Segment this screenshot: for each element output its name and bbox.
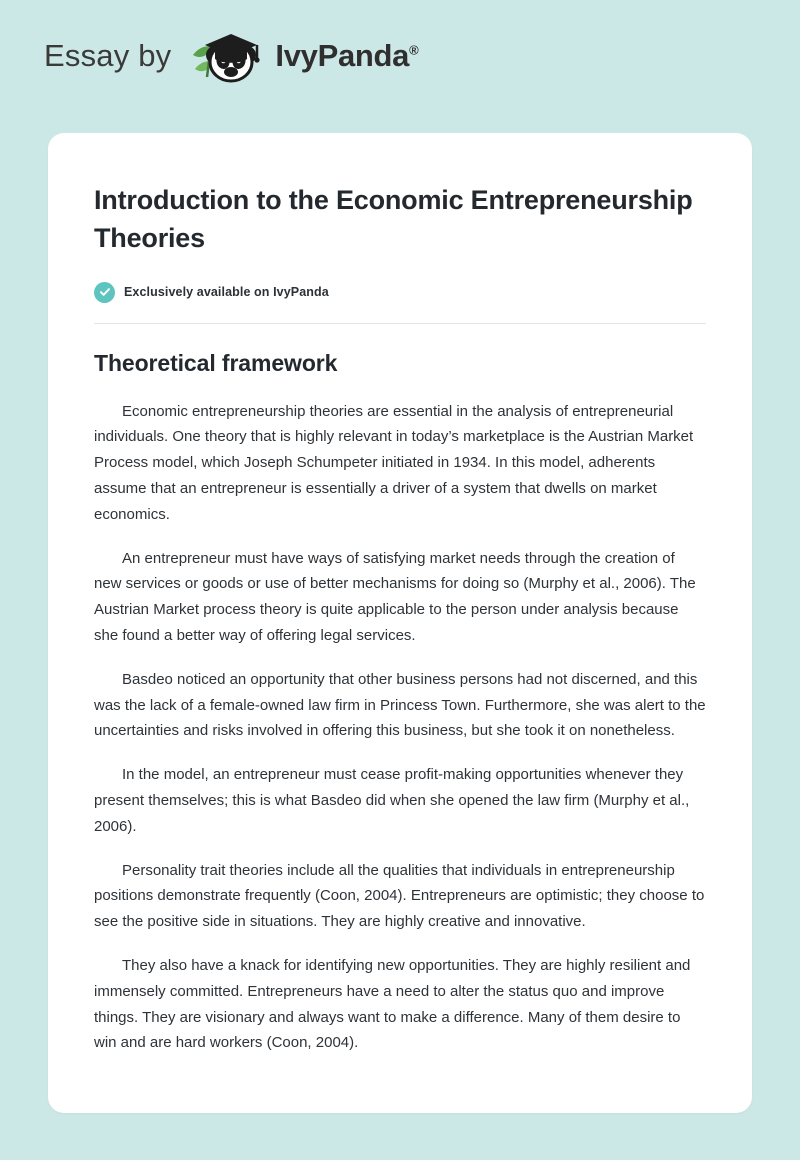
paragraph: In the model, an entrepreneur must cease profit-making opportunities whenever they present themselves; this is what Basdeo did when she opened the law firm (Murphy et al., 2006). — [94, 766, 690, 835]
paragraph: They also have a knack for identifying new opportunities. They are highly resilient and immensely committed. Entrepreneurs have a need to alter the status quo and improve things. They are visionary and always want to make a difference. Many of them desire to win and are hard workers (Coon, 2004). — [94, 957, 691, 1052]
brand-name-text: IvyPanda — [275, 38, 410, 73]
header-divider — [94, 323, 706, 324]
exclusive-label: Exclusively available on IvyPanda — [124, 285, 329, 300]
article-body — [74, 399, 726, 1057]
section-heading: Theoretical framework — [94, 349, 338, 376]
brand-header — [0, 0, 800, 76]
brand-name-label — [275, 38, 418, 74]
essay-by-label: Essay by — [44, 38, 172, 73]
document-card — [48, 133, 752, 1113]
paragraph: Personality trait theories include all the qualities that individuals in entrepreneurship positions demonstrate frequently (Coon, 2004). Entrepreneurs are optimistic; they choose to see the positive side in situations. They are highly creative and innovative. — [94, 861, 705, 931]
paragraph: Basdeo noticed an opportunity that other business persons had not discerned, and this was the lack of a female-owned law firm in Princess Town. Furthermore, she was alert to the uncertainties and risks involved in offering this business, but she took it on nonetheless. — [94, 670, 706, 740]
paragraph: An entrepreneur must have ways of satisfying market needs through the creation of new services or goods or use of better mechanisms for doing so (Murphy et al., 2006). The Austrian Market process theory is quite applicable to the person under analysis because she found a better way of offering legal services. — [94, 549, 696, 645]
page-title: Introduction to the Economic Entrepreneurship Theories — [94, 185, 693, 254]
brand-logo[interactable] — [185, 25, 418, 87]
check-circle-icon — [94, 282, 115, 303]
panda-graduate-icon — [185, 25, 271, 87]
status-badge — [74, 282, 726, 303]
paragraph: Economic entrepreneurship theories are essential in the analysis of entrepreneurial individuals. One theory that is highly relevant in today’s marketplace is the Austrian Market Process model, which Joseph Schumpeter initiated in 1934. In this model, adherents assume that an entrepreneur is essentially a driver of a system that dwells on market economics. — [94, 402, 694, 523]
brand-trademark: ® — [409, 42, 419, 58]
